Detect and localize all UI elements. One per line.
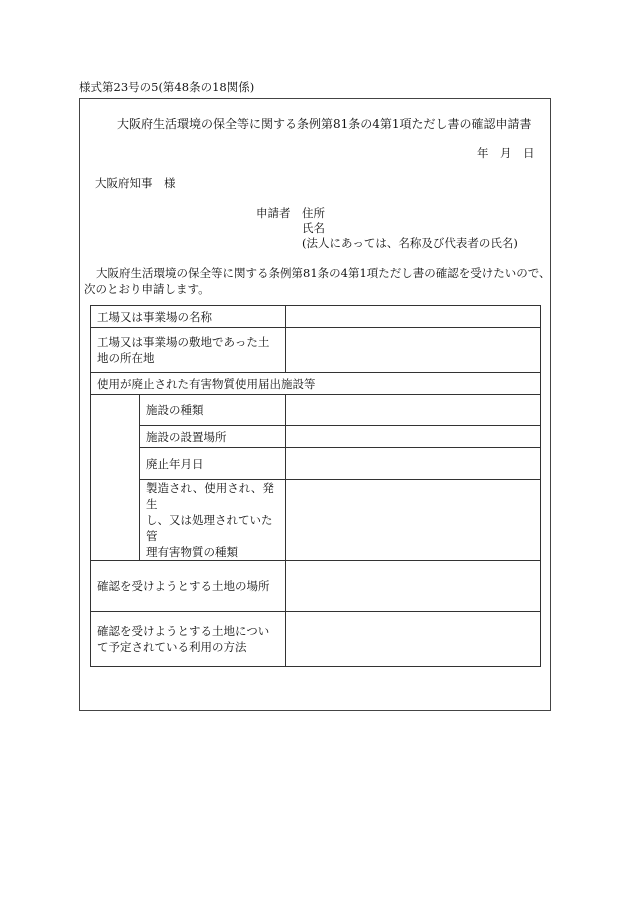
substances-label — [140, 480, 286, 561]
facility-type-field[interactable] — [286, 395, 541, 426]
facility-type-label: 施設の種類 — [140, 395, 286, 426]
factory-name-label: 工場又は事業場の名称 — [91, 306, 286, 328]
table-row — [91, 561, 541, 612]
site-location-field[interactable] — [286, 328, 541, 373]
table-row — [91, 480, 541, 561]
table-row — [91, 448, 541, 480]
table-row — [91, 306, 541, 328]
land-use-field[interactable] — [286, 612, 541, 667]
table-row — [91, 328, 541, 373]
body-text-line2: 次のとおり申請します。 — [84, 282, 210, 296]
land-location-label: 確認を受けようとする土地の場所 — [91, 561, 286, 612]
substances-line2: し、又は処理されていた管 — [146, 513, 273, 543]
name-label: 氏名 — [302, 221, 325, 235]
site-location-line2: 地の所在地 — [97, 351, 155, 365]
site-location-line1: 工場又は事業場の敷地であった土 — [97, 335, 270, 349]
abolition-date-label: 廃止年月日 — [140, 448, 286, 480]
addressee: 大阪府知事 様 — [95, 176, 176, 190]
substances-field[interactable] — [286, 480, 541, 561]
corporate-note: (法人にあっては、名称及び代表者の氏名) — [302, 236, 518, 250]
substances-line3: 理有害物質の種類 — [146, 545, 238, 559]
facility-location-field[interactable] — [286, 426, 541, 448]
table-row — [91, 373, 541, 395]
date-line: 年 月 日 — [477, 146, 535, 160]
form-title: 大阪府生活環境の保全等に関する条例第81条の4第1項ただし書の確認申請書 — [117, 117, 532, 131]
table-row — [91, 426, 541, 448]
substances-line1: 製造され、使用され、発生 — [146, 481, 274, 511]
address-label: 住所 — [302, 206, 325, 220]
table-row — [91, 395, 541, 426]
facility-location-label: 施設の設置場所 — [140, 426, 286, 448]
table-row — [91, 612, 541, 667]
applicant-label: 申請者 — [256, 206, 291, 220]
abolition-date-field[interactable] — [286, 448, 541, 480]
factory-name-field[interactable] — [286, 306, 541, 328]
body-text-line1: 大阪府生活環境の保全等に関する条例第81条の4第1項ただし書の確認を受けたいので、 — [96, 266, 551, 280]
site-location-label — [91, 328, 286, 373]
indent-cell — [91, 395, 140, 561]
land-use-label — [91, 612, 286, 667]
land-use-line1: 確認を受けようとする土地につい — [97, 624, 270, 638]
form-number: 様式第23号の5(第48条の18関係) — [79, 80, 255, 94]
land-use-line2: て予定されている利用の方法 — [97, 640, 247, 654]
application-table — [90, 305, 541, 667]
land-location-field[interactable] — [286, 561, 541, 612]
abolished-facility-header: 使用が廃止された有害物質使用届出施設等 — [91, 373, 541, 395]
